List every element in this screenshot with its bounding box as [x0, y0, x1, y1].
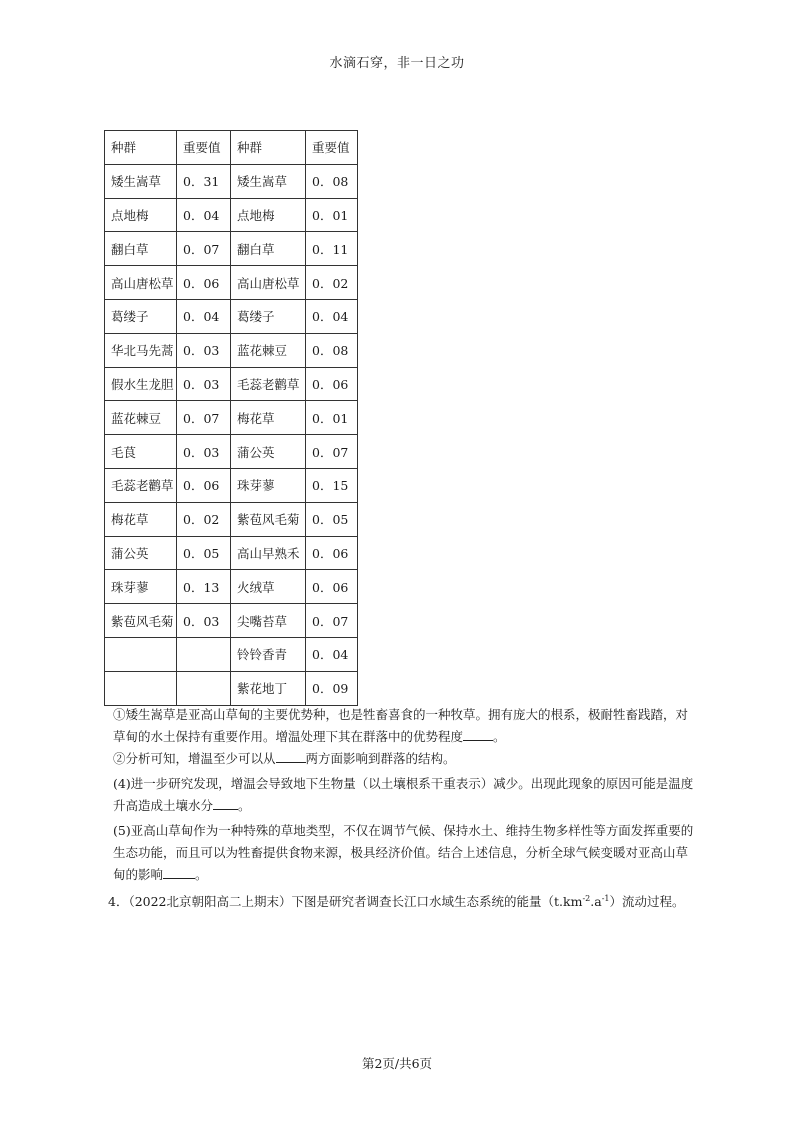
table-cell: 高山唐松草: [231, 266, 306, 300]
table-cell: 0．11: [306, 232, 358, 266]
table-cell: 0．01: [306, 198, 358, 232]
table-cell: 0．08: [306, 164, 358, 198]
table-cell: 0．07: [177, 401, 231, 435]
table-row: [105, 333, 358, 367]
table-cell: 梅花草: [231, 401, 306, 435]
page-number: 第2页/共6页: [361, 1056, 433, 1071]
q4-end: 。: [238, 798, 251, 813]
q1-line-1: ①矮生嵩草是亚高山草甸的主要优势种，也是牲畜喜食的一种牧草。拥有庞大的根系，极耐牲畜践踏，对: [113, 707, 689, 722]
question-text-block: [108, 704, 695, 913]
table-cell: 毛茛: [105, 435, 177, 469]
q5-end: 。: [195, 867, 208, 882]
table-cell: 0．09: [306, 671, 358, 705]
table-row: [105, 536, 358, 570]
q1-line-2: [113, 726, 695, 748]
answer-blank: [213, 809, 238, 810]
table-cell: [105, 671, 177, 705]
table-cell: 0．02: [306, 266, 358, 300]
table-cell: 0．04: [306, 637, 358, 671]
table-header-row: [105, 131, 358, 165]
table-cell: 0．06: [306, 367, 358, 401]
table-cell: 0．06: [177, 468, 231, 502]
table-row: [105, 164, 358, 198]
table-cell: 矮生嵩草: [231, 164, 306, 198]
table-cell: 矮生嵩草: [105, 164, 177, 198]
q2-text: ②分析可知，增温至少可以从: [113, 751, 276, 766]
table-cell: 毛蕊老鹳草: [231, 367, 306, 401]
q4-line-2: [113, 795, 695, 817]
q2-line: [113, 748, 695, 770]
table-row: [105, 604, 358, 638]
table-cell: 0．06: [306, 570, 358, 604]
table-cell: 高山唐松草: [105, 266, 177, 300]
table-cell: 高山早熟禾: [231, 536, 306, 570]
table-cell: 0．05: [177, 536, 231, 570]
q1-text: 草甸的水土保持有重要作用。增温处理下其在群落中的优势程度: [113, 729, 464, 744]
q5-line-2: 生态功能，而且可以为牲畜提供食物来源，极具经济价值。结合上述信息，分析全球气候变暖对亚高山草: [113, 845, 689, 860]
unit-superscript: -2: [582, 894, 591, 903]
table-cell: 假水生龙胆: [105, 367, 177, 401]
table-cell: 珠芽蓼: [105, 570, 177, 604]
item-4-line: [108, 888, 695, 913]
table-header-cell: 重要值: [177, 131, 231, 165]
table-cell: 0．13: [177, 570, 231, 604]
table-cell: [177, 671, 231, 705]
table-cell: [105, 637, 177, 671]
table-row: [105, 502, 358, 536]
table-row: [105, 637, 358, 671]
q4-line-1: (4)进一步研究发现，增温会导致地下生物量（以土壤根系干重表示）减少。出现此现象的原因可能是温度: [113, 776, 694, 791]
table-cell: 蓝花棘豆: [105, 401, 177, 435]
answer-blank: [163, 878, 195, 879]
table-cell: 0．06: [306, 536, 358, 570]
table-cell: 0．07: [306, 435, 358, 469]
unit-text: .a: [590, 894, 602, 910]
table-cell: 蓝花棘豆: [231, 333, 306, 367]
table-header-cell: 种群: [105, 131, 177, 165]
table-header-cell: 重要值: [306, 131, 358, 165]
table-cell: 0．31: [177, 164, 231, 198]
table-cell: 火绒草: [231, 570, 306, 604]
table-cell: 0．03: [177, 333, 231, 367]
q5-line-1: (5)亚高山草甸作为一种特殊的草地类型，不仅在调节气候、保持水土、维持生物多样性等方面发挥重要的: [113, 823, 694, 838]
table-cell: 0．08: [306, 333, 358, 367]
table-cell: 0．03: [177, 604, 231, 638]
table-cell: 华北马先蒿: [105, 333, 177, 367]
table-cell: 紫花地丁: [231, 671, 306, 705]
table-cell: 尖嘴苔草: [231, 604, 306, 638]
table-cell: 翻白草: [231, 232, 306, 266]
table-cell: 0．04: [177, 198, 231, 232]
page-header-motto: 水滴石穿，非一日之功: [329, 56, 465, 71]
q5-text: 甸的影响: [113, 867, 164, 882]
table-cell: 0．15: [306, 468, 358, 502]
q2-text-end: 两方面影响到群落的结构。: [305, 751, 456, 766]
table-cell: 0．05: [306, 502, 358, 536]
table-row: [105, 570, 358, 604]
table-cell: 铃铃香青: [231, 637, 306, 671]
table-row: [105, 198, 358, 232]
item4-text-end: ）流动过程。: [609, 894, 685, 910]
unit-superscript: -1: [601, 894, 610, 903]
table-cell: 0．03: [177, 435, 231, 469]
table-row: [105, 468, 358, 502]
table-row: [105, 367, 358, 401]
table-cell: 0．06: [177, 266, 231, 300]
table-cell: 紫苞风毛菊: [105, 604, 177, 638]
item4-text: 4．（2022北京朝阳高二上期末）下图是研究者调查长江口水域生态系统的能量（t.km: [108, 894, 583, 910]
table-cell: 0．02: [177, 502, 231, 536]
answer-blank: [463, 740, 493, 741]
table-row: [105, 266, 358, 300]
table-cell: 紫苞风毛菊: [231, 502, 306, 536]
table-cell: 毛蕊老鹳草: [105, 468, 177, 502]
table-row: [105, 671, 358, 705]
q4-text: 升高造成土壤水分: [113, 798, 214, 813]
table-cell: 0．07: [177, 232, 231, 266]
table-cell: 蒲公英: [105, 536, 177, 570]
importance-value-table: [104, 130, 358, 706]
table-row: [105, 435, 358, 469]
table-cell: 翻白草: [105, 232, 177, 266]
table-cell: 0．07: [306, 604, 358, 638]
table-cell: 0．04: [177, 299, 231, 333]
table-cell: 蒲公英: [231, 435, 306, 469]
q1-end: 。: [493, 729, 506, 744]
q5-line-3: [113, 864, 695, 886]
table-cell: 葛缕子: [105, 299, 177, 333]
table-cell: 0．01: [306, 401, 358, 435]
table-row: [105, 401, 358, 435]
table-cell: 点地梅: [105, 198, 177, 232]
table-cell: 点地梅: [231, 198, 306, 232]
table-cell: 0．04: [306, 299, 358, 333]
table-cell: 珠芽蓼: [231, 468, 306, 502]
table-cell: 梅花草: [105, 502, 177, 536]
table-row: [105, 299, 358, 333]
answer-blank: [276, 762, 306, 763]
table-cell: [177, 637, 231, 671]
table-row: [105, 232, 358, 266]
table-cell: 葛缕子: [231, 299, 306, 333]
table-header-cell: 种群: [231, 131, 306, 165]
table-cell: 0．03: [177, 367, 231, 401]
